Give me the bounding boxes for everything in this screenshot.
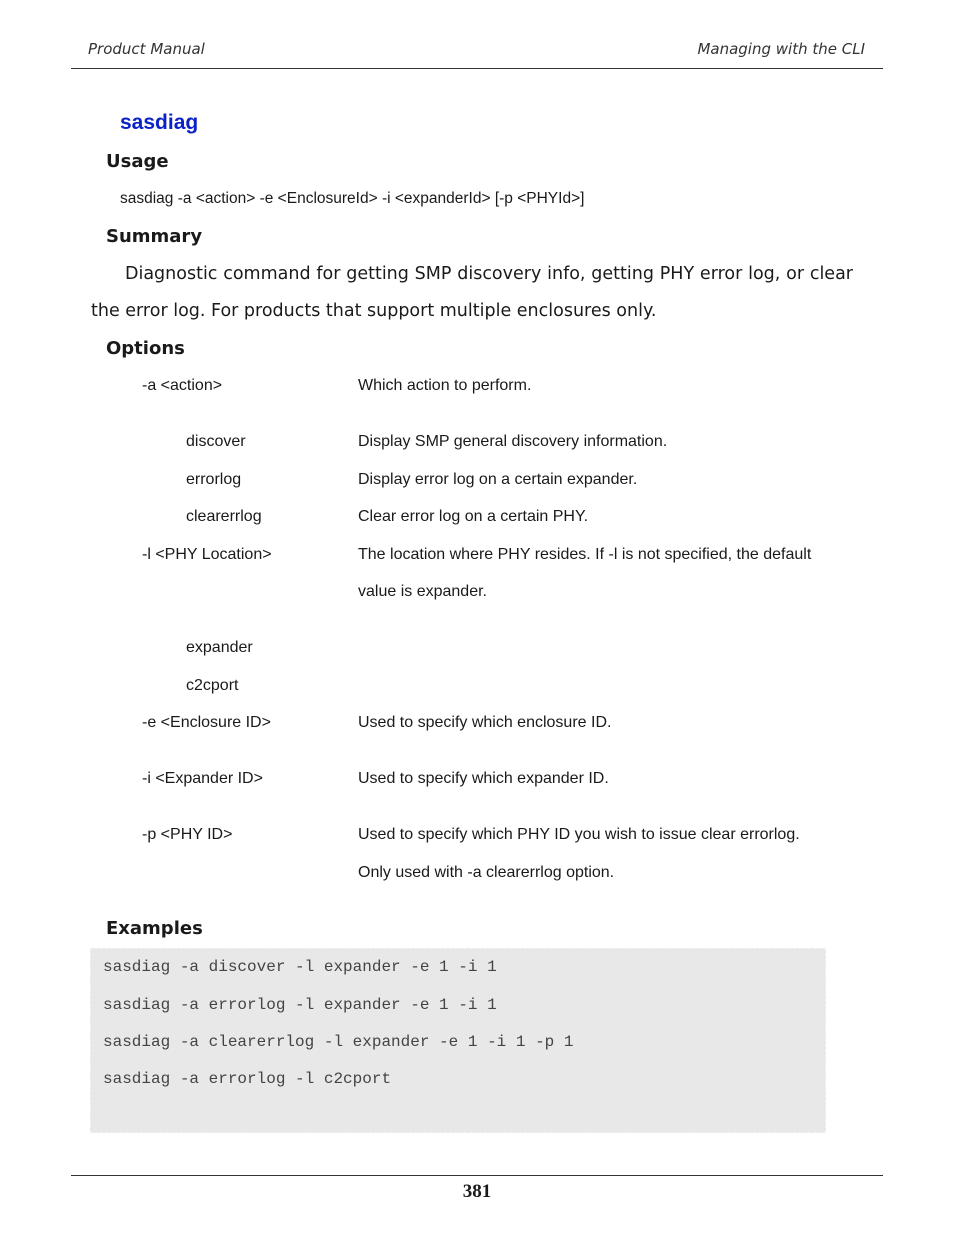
option-desc: Used to specify which expander ID. [358,770,609,787]
code-line: sasdiag -a errorlog -l c2cport [103,1070,392,1088]
option-desc: Used to specify which PHY ID you wish to issue clear errorlog. [358,826,800,843]
section-options-heading: Options [106,338,185,359]
option-subterm: c2cport [186,677,239,694]
footer-rule [71,1175,883,1176]
option-subterm: errorlog [186,471,242,488]
option-desc: Clear error log on a certain PHY. [358,508,589,525]
option-desc: The location where PHY resides. If -l is not specified, the default [358,546,812,563]
option-subterm: expander [186,639,253,656]
option-desc: Display SMP general discovery information. [358,433,668,450]
option-desc-continued: value is expander. [358,583,487,600]
header-product-manual: Product Manual [88,40,205,58]
code-line: sasdiag -a errorlog -l expander -e 1 -i 1 [103,996,497,1014]
header-rule [71,68,883,69]
page-number: 381 [462,1181,492,1202]
option-desc: Which action to perform. [358,377,532,394]
section-usage-heading: Usage [106,151,169,172]
usage-syntax: sasdiag -a <action> -e <EnclosureId> -i <expanderId> [-p <PHYId>] [120,190,585,207]
option-term: -e <Enclosure ID> [142,714,271,731]
option-term: -p <PHY ID> [142,826,233,843]
section-summary-heading: Summary [106,226,203,247]
option-desc: Used to specify which enclosure ID. [358,714,612,731]
examples-code-block [90,948,826,1133]
option-term: -a <action> [142,377,223,394]
option-term: -i <Expander ID> [142,770,263,787]
option-subterm: clearerrlog [186,508,262,525]
section-examples-heading: Examples [106,918,203,939]
option-subterm: discover [186,433,246,450]
option-desc-continued: Only used with -a clearerrlog option. [358,864,615,881]
header-chapter-title: Managing with the CLI [697,40,865,58]
code-line: sasdiag -a clearerrlog -l expander -e 1 -i 1 -p 1 [103,1033,574,1051]
option-desc: Display error log on a certain expander. [358,471,638,488]
option-term: -l <PHY Location> [142,546,272,563]
summary-text: Diagnostic command for getting SMP discovery info, getting PHY error log, or clear the error log. For products that support multiple enclosures only. [91,264,853,321]
page-title: sasdiag [120,111,199,134]
code-line: sasdiag -a discover -l expander -e 1 -i 1 [103,958,497,976]
